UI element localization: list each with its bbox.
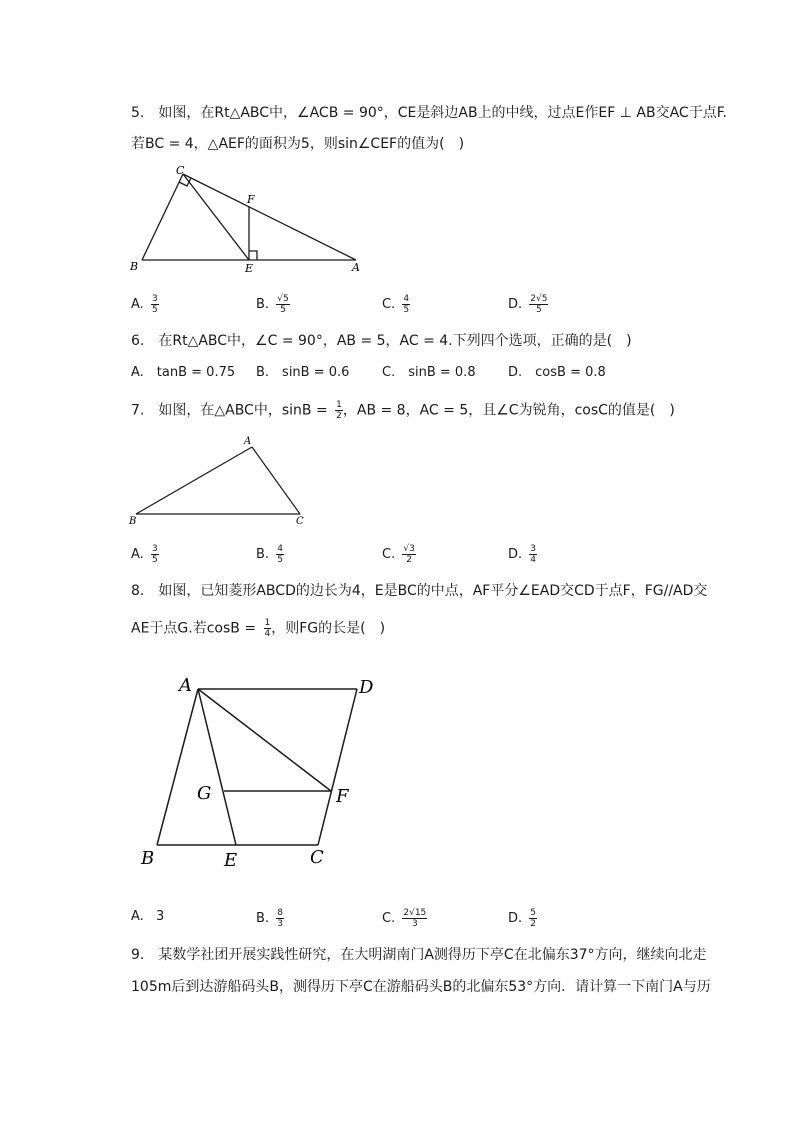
q8-stem-frac-num: 1 — [264, 618, 271, 628]
q5-option-d-fraction — [529, 294, 548, 315]
q5-label-a: A — [352, 261, 360, 274]
q7-option-d-num: 3 — [530, 544, 537, 554]
q7-option-d-den: 4 — [530, 555, 537, 565]
q7-option-a-den: 5 — [151, 555, 158, 565]
q9-stem-line2: 105m后到达游船码头B，测得历下亭C在游船码头B的北偏东53°方向．请计算一下南门A与历 — [131, 979, 711, 995]
q8-stem-suffix: ，则FG的长是( ) — [271, 620, 386, 637]
q7-option-c-letter: C. — [382, 547, 396, 562]
q5-option-a-den: 5 — [151, 305, 158, 315]
q5-segment-ce — [183, 174, 249, 260]
q5-option-c-fraction — [402, 294, 410, 315]
q5-label-b: B — [130, 260, 139, 273]
q8-figure — [135, 670, 385, 880]
q6-option-b[interactable]: B. sinB = 0.6 — [256, 365, 350, 380]
q5-option-c[interactable] — [382, 294, 410, 315]
q8-option-d[interactable] — [508, 908, 537, 929]
q5-option-b-num: √5 — [277, 294, 289, 304]
q5-option-b[interactable] — [256, 294, 290, 315]
q7-segment-ac — [252, 447, 300, 514]
q8-label-b: B — [141, 848, 155, 869]
q8-stem-frac-den: 4 — [264, 629, 271, 639]
q8-option-d-den: 2 — [530, 919, 537, 929]
q7-figure — [128, 432, 318, 532]
q7-option-c-den: 2 — [406, 555, 412, 565]
q6-option-a[interactable]: A. tanB = 0.75 — [131, 365, 236, 380]
q7-option-d[interactable] — [508, 544, 537, 565]
q8-label-d: D — [359, 677, 374, 698]
q5-option-d[interactable] — [508, 294, 548, 315]
q5-segment-bc — [142, 174, 183, 260]
q6-option-c[interactable]: C. sinB = 0.8 — [382, 365, 476, 380]
q8-segment-ba — [157, 689, 198, 845]
q5-option-d-num: 2√5 — [530, 294, 548, 304]
q5-figure — [128, 160, 368, 280]
q5-option-a-num: 3 — [151, 294, 158, 304]
q5-stem-line2: 若BC = 4，△AEF的面积为5，则sin∠CEF的值为( ) — [131, 136, 465, 152]
q8-segment-af — [198, 689, 331, 791]
q5-option-a-letter: A. — [131, 297, 144, 312]
q5-option-c-den: 5 — [403, 305, 410, 315]
q8-label-a: A — [179, 675, 192, 696]
q7-option-b-letter: B. — [256, 547, 270, 562]
q5-option-c-num: 4 — [403, 294, 410, 304]
q9-stem-line1: 9. 某数学社团开展实践性研究，在大明湖南门A测得历下亭C在北偏东37°方向，继续向北走 — [131, 947, 707, 963]
q8-option-d-letter: D. — [508, 911, 523, 926]
q7-option-d-letter: D. — [508, 547, 523, 562]
q7-label-c: C — [296, 516, 304, 527]
q7-option-b[interactable] — [256, 544, 284, 565]
q7-option-a[interactable] — [131, 544, 159, 565]
q8-option-a-text: 3 — [155, 909, 165, 924]
q8-option-c-fraction — [402, 908, 427, 929]
q8-option-d-fraction — [529, 908, 537, 929]
q7-option-a-fraction — [151, 544, 159, 565]
q5-option-b-den: 5 — [280, 305, 286, 315]
q5-option-c-letter: C. — [382, 297, 396, 312]
q8-label-c: C — [310, 847, 324, 868]
q5-option-b-letter: B. — [256, 297, 270, 312]
q7-option-c[interactable] — [382, 544, 416, 565]
q7-option-b-num: 4 — [277, 544, 283, 554]
q8-stem-line1: 8. 如图，已知菱形ABCD的边长为4，E是BC的中点，AF平分∠EAD交CD于点F，FG//AD交 — [131, 583, 708, 599]
q5-option-a[interactable] — [131, 294, 159, 315]
q5-option-d-den: 5 — [536, 305, 542, 315]
q7-stem-frac-den: 2 — [336, 411, 342, 421]
q7-label-b: B — [129, 516, 137, 527]
q7-segment-ba — [136, 447, 252, 514]
q6-stem: 6. 在Rt△ABC中，∠C = 90°，AB = 5，AC = 4.下列四个选项，正确的是( ) — [131, 333, 632, 349]
q7-stem-prefix: 7. 如图，在△ABC中，sinB = — [131, 402, 333, 419]
q7-label-a: A — [244, 436, 252, 447]
q8-option-b-den: 3 — [277, 919, 283, 929]
q8-option-d-num: 5 — [530, 908, 537, 918]
q8-segment-ae — [198, 689, 236, 845]
q7-option-c-num: √3 — [403, 544, 415, 554]
q7-option-b-den: 5 — [277, 555, 283, 565]
q8-stem-line2 — [131, 618, 385, 639]
q7-option-b-fraction — [276, 544, 284, 565]
q5-option-a-fraction — [151, 294, 159, 315]
q7-option-a-num: 3 — [151, 544, 158, 554]
q8-label-e: E — [224, 850, 238, 871]
q8-option-b-fraction — [276, 908, 284, 929]
q5-label-e: E — [245, 262, 254, 275]
q8-segment-dc — [318, 689, 357, 845]
q8-label-g: G — [197, 783, 212, 804]
q7-stem-fraction — [335, 400, 343, 421]
q7-option-a-letter: A. — [131, 547, 144, 562]
q5-option-b-fraction — [276, 294, 289, 315]
q8-label-f: F — [336, 786, 349, 807]
q7-stem-suffix: ，AB = 8，AC = 5，且∠C为锐角，cosC的值是( ) — [342, 402, 675, 419]
q8-option-c-letter: C. — [382, 911, 396, 926]
q5-stem-line1: 5. 如图，在Rt△ABC中，∠ACB = 90°，CE是斜边AB上的中线，过点E作EF ⊥ AB交AC于点F. — [131, 105, 727, 121]
q8-option-b[interactable] — [256, 908, 284, 929]
q8-option-c-den: 3 — [411, 919, 418, 929]
q5-right-angle-e — [249, 251, 257, 260]
q5-label-c: C — [176, 164, 185, 177]
q8-option-c[interactable] — [382, 908, 427, 929]
q8-option-c-num: 2√15 — [403, 908, 427, 918]
q7-stem — [131, 400, 675, 421]
q7-stem-frac-num: 1 — [336, 400, 342, 410]
q5-label-f: F — [247, 193, 255, 206]
q8-option-a-letter: A. — [131, 909, 144, 924]
q6-option-d[interactable]: D. cosB = 0.8 — [508, 365, 606, 380]
q8-option-b-num: 8 — [277, 908, 283, 918]
q8-option-b-letter: B. — [256, 911, 270, 926]
q8-stem-prefix: AE于点G.若cosB = — [131, 620, 261, 637]
q7-option-c-fraction — [402, 544, 415, 565]
q5-option-d-letter: D. — [508, 297, 523, 312]
q7-option-d-fraction — [529, 544, 537, 565]
q8-option-a[interactable] — [131, 908, 164, 926]
q5-segment-ca — [183, 174, 356, 260]
